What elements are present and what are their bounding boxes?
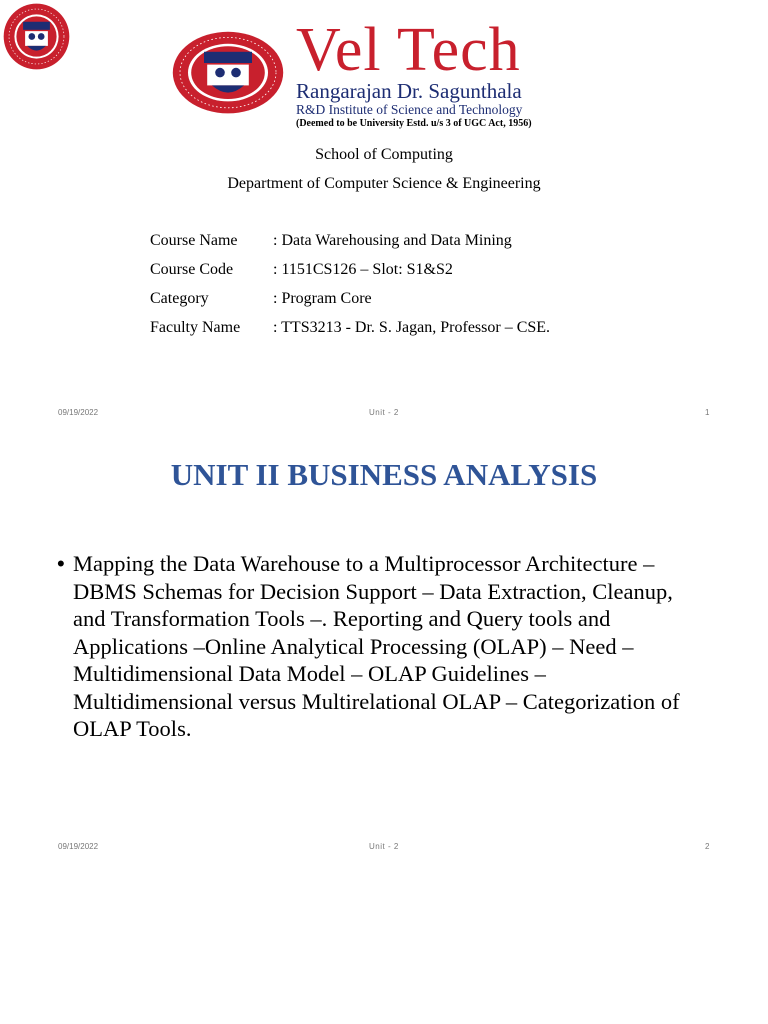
course-row xyxy=(150,319,550,348)
course-value: : Program Core xyxy=(273,290,372,307)
course-value: : 1151CS126 – Slot: S1&S2 xyxy=(273,261,453,278)
brand-block xyxy=(296,16,596,130)
footer-unit: Unit - 2 xyxy=(369,408,399,417)
footer-unit: Unit - 2 xyxy=(369,842,399,851)
course-label: Course Code xyxy=(150,261,234,278)
slide-1 xyxy=(0,0,768,432)
course-value: : Data Warehousing and Data Mining xyxy=(273,232,512,249)
university-seal-small xyxy=(3,3,70,70)
course-details xyxy=(150,232,550,348)
brand-institute: R&D Institute of Science and Technology xyxy=(296,102,523,117)
course-row xyxy=(150,232,550,261)
brand-subtitle: Rangarajan Dr. Sagunthala xyxy=(296,79,522,103)
course-row xyxy=(150,261,550,290)
slide-title: UNIT II BUSINESS ANALYSIS xyxy=(170,457,598,492)
footer-page-number: 1 xyxy=(705,408,710,417)
course-label: Category xyxy=(150,290,209,307)
school-name: School of Computing xyxy=(315,146,453,163)
bullet-item xyxy=(57,550,707,743)
course-row xyxy=(150,290,550,319)
brand-name: Vel Tech xyxy=(296,16,521,84)
footer-page-number: 2 xyxy=(705,842,710,851)
department-name: Department of Computer Science & Engineering xyxy=(227,175,541,192)
course-label: Course Name xyxy=(150,232,238,249)
footer-date: 09/19/2022 xyxy=(58,842,99,851)
university-seal-large xyxy=(172,31,284,115)
bullet-marker: • xyxy=(57,551,65,576)
bullet-text: Mapping the Data Warehouse to a Multiprocessor Architecture – DBMS Schemas for Decision Support – Data Extraction, Cleanup, and Transformation Tools –. Reporting and Query tools and Applications –Online Analytical Processing (OLAP) – Need – Multidimensional Data Model – OLAP Guidelines – Multidimensional versus Multirelational OLAP – Categorization of OLAP Tools. xyxy=(73,551,680,741)
course-value: : TTS3213 - Dr. S. Jagan, Professor – CSE. xyxy=(273,319,551,336)
brand-deemed-note: (Deemed to be University Estd. u/s 3 of UGC Act, 1956) xyxy=(296,118,532,129)
course-label: Faculty Name xyxy=(150,319,241,336)
footer-date: 09/19/2022 xyxy=(58,408,99,417)
